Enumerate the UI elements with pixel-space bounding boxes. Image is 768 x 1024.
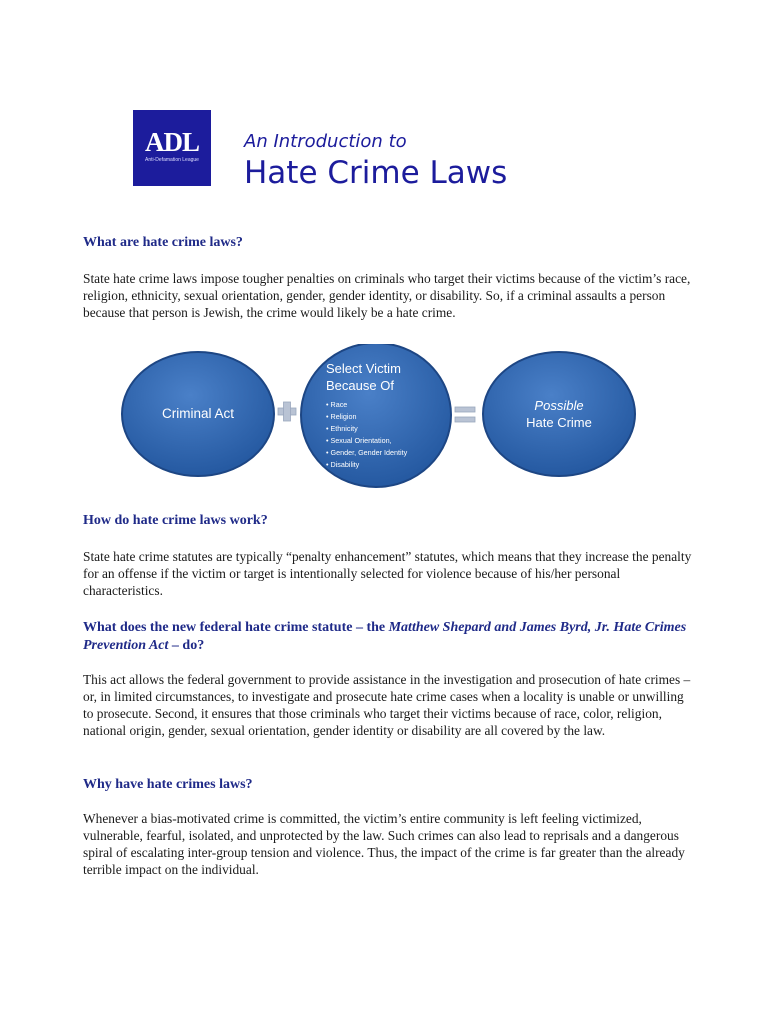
bullet-disability: • Disability bbox=[326, 460, 360, 469]
heading-federal-pre: What does the new federal hate crime statute – the bbox=[83, 620, 389, 635]
hate-crime-label: Hate Crime bbox=[526, 415, 592, 430]
hate-crime-equation-diagram bbox=[118, 344, 648, 489]
section-heading-why-have: Why have hate crimes laws? bbox=[83, 777, 253, 792]
section-heading-what-are: What are hate crime laws? bbox=[83, 235, 243, 250]
logo-text: ADL bbox=[144, 127, 199, 157]
adl-logo bbox=[133, 110, 211, 186]
possible-hate-crime-ellipse bbox=[483, 352, 635, 476]
heading-federal-post: – do? bbox=[168, 638, 205, 653]
bullet-religion: • Religion bbox=[326, 412, 357, 421]
heading-federal-act-name: Matthew Shepard and James Byrd, Jr. Hate Crimes Prevention Act bbox=[83, 620, 687, 653]
section-body-federal-statute: This act allows the federal government to provide assistance in the investigation and prosecution of hate crimes – or, in limited circumstances, to investigate and prosecute hate crime cases when a locality is unable or unwilling to prosecute. Second, it ensures that those criminals who target their victims because of race, color, religion, national origin, gender, sexual orientation, gender identity or disability are all covered by the law. bbox=[83, 672, 691, 738]
document-title: Hate Crime Laws bbox=[244, 155, 508, 191]
plus-icon bbox=[278, 402, 296, 421]
section-heading-federal-statute bbox=[83, 619, 703, 655]
bullet-gender: • Gender, Gender Identity bbox=[326, 448, 408, 457]
criminal-act-label: Criminal Act bbox=[161, 406, 235, 421]
document-subtitle: An Introduction to bbox=[244, 131, 407, 152]
bullet-ethnicity: • Ethnicity bbox=[326, 424, 358, 433]
select-victim-title-line1: Select Victim bbox=[326, 361, 401, 376]
bullet-sexual-orientation: • Sexual Orientation, bbox=[326, 436, 392, 445]
section-body-what-are: State hate crime laws impose tougher penalties on criminals who target their victims because of the victim’s race, religion, ethnicity, sexual orientation, gender, gender identity, or disability. So, if a criminal assaults a person because that person is Jewish, the crime would likely be a hate crime. bbox=[83, 271, 691, 320]
bullet-race: • Race bbox=[326, 400, 348, 409]
possible-label: Possible bbox=[534, 398, 584, 413]
section-body-why-have: Whenever a bias-motivated crime is committed, the victim’s entire community is left feeling victimized, vulnerable, fearful, isolated, and unprotected by the law. Such crimes can also lead to reprisals and a dangerous spiral of escalating inter-group tension and violence. Thus, the impact of the crime is far greater than the already terrible impact on the individual. bbox=[83, 811, 685, 877]
equals-icon bbox=[455, 407, 475, 422]
section-body-how-work: State hate crime statutes are typically “penalty enhancement” statutes, which means that they increase the penalty for an offense if the victim or target is intentionally selected for violence because of his/her personal characteristics. bbox=[83, 549, 692, 598]
section-heading-how-work: How do hate crime laws work? bbox=[83, 513, 268, 528]
logo-subtext: Anti-Defamation League bbox=[145, 157, 199, 163]
select-victim-title-line2: Because Of bbox=[326, 378, 394, 393]
